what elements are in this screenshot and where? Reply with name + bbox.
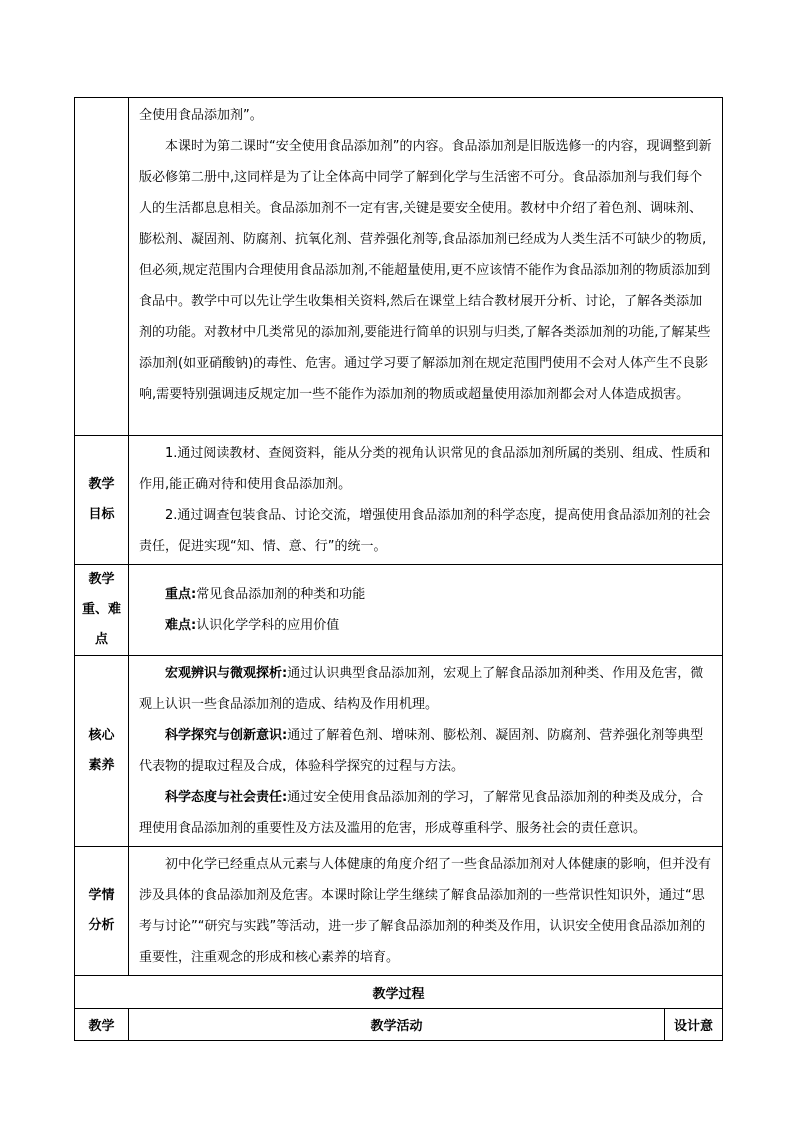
key-points-label-line1: 教学 (88, 572, 115, 587)
literacy-label-line2: 素养 (88, 758, 115, 773)
difficult-point-text: 认识化学学科的应用价值 (196, 618, 340, 633)
key-points-label-line3: 点 (94, 632, 108, 647)
literacy-content (129, 656, 723, 847)
literacy-item-3-label: 科学态度与社会责任: (165, 790, 288, 805)
literacy-item-1-label: 宏观辨识与微观探析: (165, 666, 288, 681)
objectives-label (75, 436, 129, 565)
literacy-row (75, 656, 723, 847)
process-col-intent: 设计意 (665, 1009, 723, 1041)
key-point-label: 重点: (165, 587, 197, 602)
process-banner-row (75, 976, 723, 1009)
literacy-label (75, 656, 129, 847)
students-content (129, 847, 723, 976)
process-col-activity: 教学活动 (129, 1009, 665, 1041)
key-points-content (129, 565, 723, 656)
key-point-text: 常见食品添加剂的种类和功能 (196, 587, 366, 602)
objective-1: 1.通过阅读教材、查阅资料，能从分类的视角认识常见的食品添加剂所属的类别、组成、性质和作用,能正确对待和使用食品添加剂。 (139, 446, 711, 492)
key-point (139, 579, 714, 610)
literacy-label-line1: 核心 (88, 728, 115, 743)
literacy-item-1 (139, 658, 714, 720)
analysis-content (129, 98, 723, 436)
objective-2: 2.通过调查包装食品、讨论交流，增强使用食品添加剂的科学态度，提高使用食品添加剂的社会责任，促进实现“知、情、意、行”的统一。 (139, 508, 711, 554)
process-header-row (75, 1009, 723, 1041)
literacy-item-3 (139, 782, 714, 844)
difficult-point-label: 难点: (165, 618, 197, 633)
key-points-row (75, 565, 723, 656)
key-points-label (75, 565, 129, 656)
difficult-point (139, 610, 714, 641)
key-points-label-line2: 重、难 (81, 602, 121, 617)
objectives-label-line1: 教学 (88, 477, 115, 492)
literacy-item-3-text: 通过安全使用食品添加剂的学习，了解常见食品添加剂的种类及成分，合理使用食品添加剂的重要性及方法及滥用的危害，形成尊重科学、服务社会的责任意识。 (139, 790, 704, 836)
students-label (75, 847, 129, 976)
literacy-item-2-label: 科学探究与创新意识: (165, 728, 288, 743)
literacy-item-2-text: 通过了解着色剂、增味剂、膨松剂、凝固剂、防腐剂、营养强化剂等典型代表物的提取过程及合成，体验科学探究的过程与方法。 (139, 728, 704, 774)
objectives-row (75, 436, 723, 565)
analysis-label (75, 98, 129, 436)
process-title: 教学过程 (75, 976, 723, 1009)
process-col-stage: 教学 (75, 1009, 129, 1041)
objectives-content (129, 436, 723, 565)
literacy-item-2 (139, 720, 714, 782)
students-row (75, 847, 723, 976)
literacy-item-1-text: 通过认识典型食品添加剂，宏观上了解食品添加剂种类、作用及危害，微观上认识一些食品添加剂的造成、结构及作用机理。 (139, 666, 704, 712)
lesson-plan-table (74, 97, 723, 1041)
students-paragraph: 初中化学已经重点从元素与人体健康的角度介绍了一些食品添加剂对人体健康的影响，但并没有涉及具体的食品添加剂及危害。本课时除让学生继续了解食品添加剂的一些常识性知识外，通过“思考与讨论”“研究与实践”等活动，进一步了解食品添加剂的种类及作用，认识安全使用食品添加剂的重要性，注重观念的形成和核心素养的培育。 (139, 857, 712, 965)
objectives-label-line2: 目标 (88, 507, 115, 522)
students-label-line1: 学情 (88, 888, 115, 903)
analysis-paragraph-0: 全使用食品添加剂”。 (139, 108, 263, 123)
analysis-paragraph-1: 本课时为第二课时“安全使用食品添加剂”的内容。食品添加剂是旧版选修一的内容，现调整到新版必修第二册中,这同样是为了让全体高中同学了解到化学与生活密不可分。食品添加剂与我们每个人的生活都息息相关。食品添加剂不一定有害,关键是要安全使用。教材中介绍了着色剂、调味剂、膨松剂、凝固剂、防腐剂、抗氧化剂、营养强化剂等,食品添加剂已经成为人类生活不可缺少的物质,但必须,规定范围内合理使用食品添加剂,不能超量使用,更不应该情不能作为食品添加剂的物质添加到食品中。教学中可以先让学生收集相关资料,然后在课堂上结合教材展开分析、讨论，了解各类添加剂的功能。对教材中几类常见的添加剂,要能进行简单的识别与归类,了解各类添加剂的功能,了解某些添加剂(如亚硝酸钠)的毒性、危害。通过学习要了解添加剂在规定范围門使用不会对人体产生不良影响,需要特别强调违反规定加一些不能作为添加剂的物质或超量使用添加剂都会对人体造成损害。 (139, 139, 712, 402)
analysis-row (75, 98, 723, 436)
students-label-line2: 分析 (88, 918, 115, 933)
